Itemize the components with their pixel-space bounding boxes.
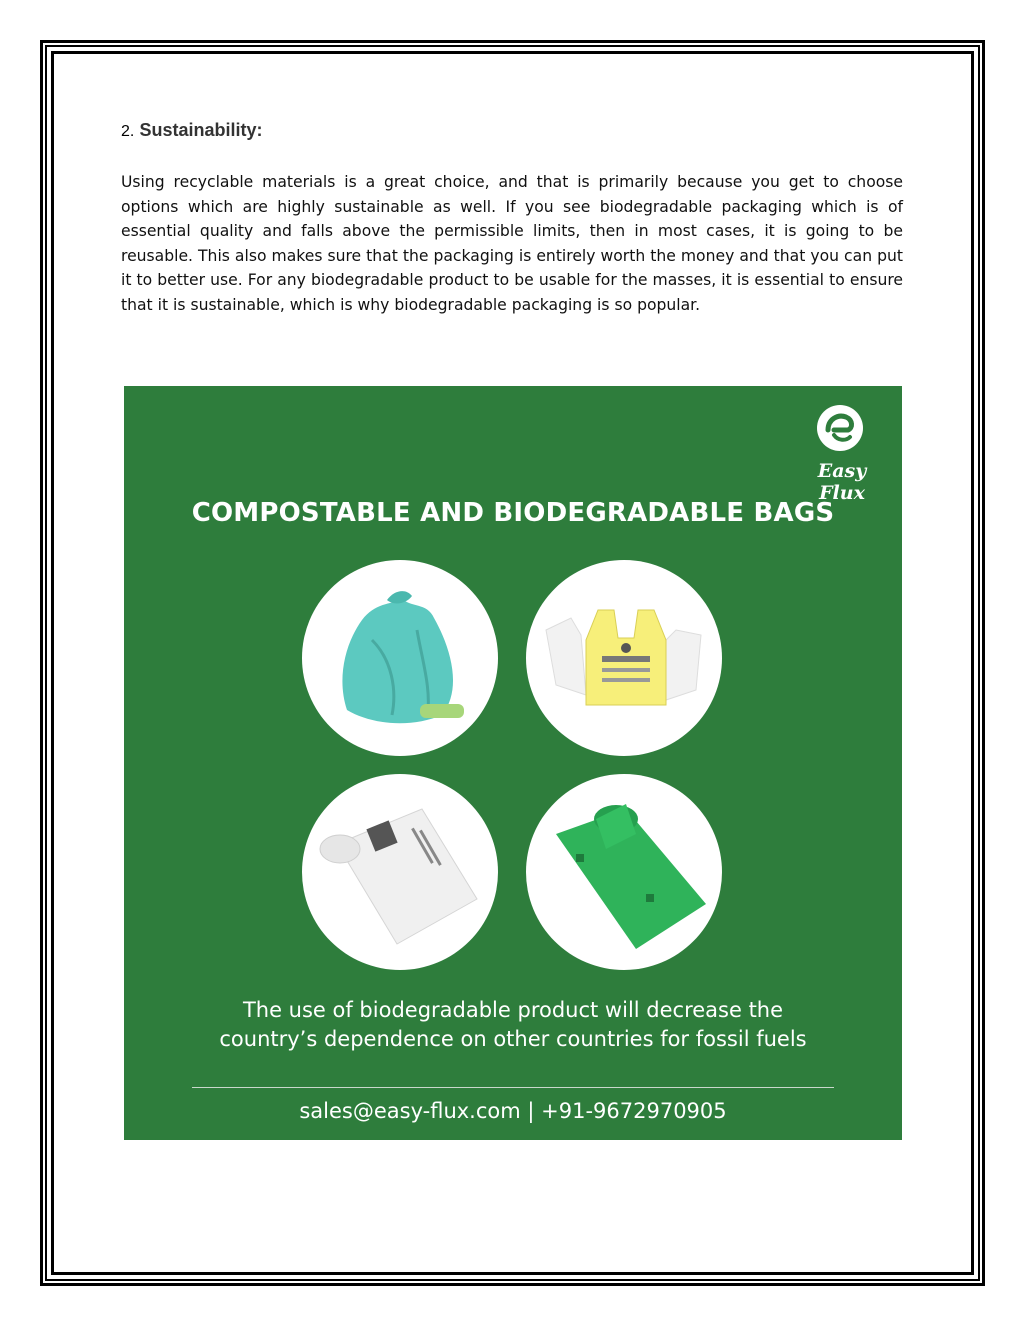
promo-banner-image [124, 386, 902, 1140]
brand-logo [792, 404, 892, 504]
banner-caption [124, 996, 902, 1054]
teal-garbage-bag-image [302, 560, 498, 756]
banner-caption-line2: country’s dependence on other countries for fossil fuels [219, 1027, 807, 1051]
banner-divider [192, 1087, 834, 1088]
banner-title: COMPOSTABLE AND BIODEGRADABLE BAGS [191, 498, 835, 528]
section-title: Sustainability: [139, 120, 263, 140]
section-heading [121, 120, 262, 141]
section-number: 2. [121, 123, 135, 140]
easy-flux-logo-icon [816, 404, 864, 452]
white-bag-roll-image [302, 774, 498, 970]
section-paragraph: Using recyclable materials is a great choice, and that is primarily because you get to choose options which are highly sustainable as well. If you see biodegradable packaging which is of essential quality and falls above the permissible limits, then in most cases, it is going to be reusable. This also makes sure that the packaging is entirely worth the money and that you can put it to better use. For any biodegradable product to be usable for the masses, it is essential to ensure that it is sustainable, which is why biodegradable packaging is so popular. [121, 173, 903, 314]
logo-text: Easy Flux [817, 460, 867, 504]
white-yellow-carry-bags-image [526, 560, 722, 756]
banner-caption-line1: The use of biodegradable product will decrease the [242, 998, 784, 1022]
contact-info: sales@easy-flux.com | +91-9672970905 [299, 1099, 727, 1123]
green-bag-roll-image [526, 774, 722, 970]
